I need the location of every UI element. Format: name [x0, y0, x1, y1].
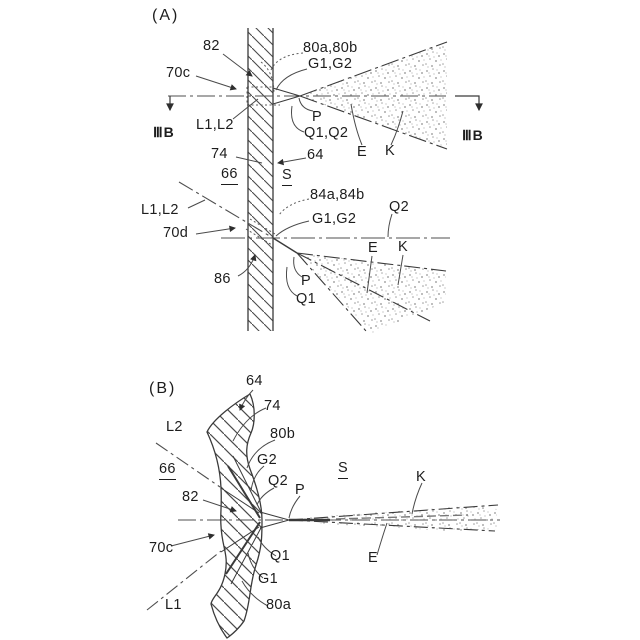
light-cone-top — [273, 42, 447, 149]
ray-l1 — [147, 551, 221, 610]
label-p-b: P — [295, 482, 305, 498]
label-66-b: 66 — [159, 462, 176, 480]
panel-label-b: (B) — [149, 380, 177, 397]
label-80a: 80a — [266, 597, 292, 613]
label-74-b: 74 — [264, 398, 281, 414]
label-80a-80b: 80a,80b — [303, 40, 358, 56]
label-82-b: 82 — [182, 489, 199, 505]
label-section-iiib-right: ⅢB — [462, 127, 484, 143]
leader-g1g2-bottom — [276, 221, 309, 236]
leader-q2 — [388, 214, 392, 237]
leader-g1g2-top — [276, 69, 307, 90]
label-q1-q2: Q1,Q2 — [304, 125, 349, 141]
label-g1-g2-bottom: G1,G2 — [312, 211, 357, 227]
lens-outline — [207, 394, 262, 638]
label-q1: Q1 — [296, 291, 316, 307]
substrate-bar — [248, 28, 273, 331]
leader-64 — [278, 158, 306, 163]
label-l1l2-bottom: L1,L2 — [141, 202, 179, 218]
label-86: 86 — [214, 271, 231, 287]
label-84a-84b: 84a,84b — [310, 187, 365, 203]
leaders-b — [171, 390, 422, 606]
label-g2: G2 — [257, 452, 277, 468]
section-arrow-right — [455, 96, 479, 110]
label-64: 64 — [307, 147, 324, 163]
label-e-b: E — [368, 550, 378, 566]
label-e-top: E — [357, 144, 367, 160]
label-70c-b: 70c — [149, 540, 174, 556]
leader-70d — [196, 228, 235, 234]
leader-e-b — [377, 523, 387, 555]
label-k-bottom: K — [398, 239, 408, 255]
figure-a-drawing — [168, 28, 479, 333]
label-p-top: P — [312, 109, 322, 125]
figure-b-drawing — [147, 390, 500, 638]
label-l1: L1 — [165, 597, 182, 613]
label-l1l2-top: L1,L2 — [196, 117, 234, 133]
label-section-iiib-left: ⅢB — [153, 124, 175, 140]
label-s-b: S — [338, 461, 348, 479]
label-70d: 70d — [163, 225, 189, 241]
leader-q1q2 — [292, 106, 305, 132]
label-q1-b: Q1 — [270, 548, 290, 564]
label-q2: Q2 — [389, 199, 409, 215]
label-s: S — [282, 168, 292, 186]
label-q2-b: Q2 — [268, 473, 288, 489]
label-g1-g2-top: G1,G2 — [308, 56, 353, 72]
leader-p-b — [289, 496, 300, 518]
panel-label-a: (A) — [152, 7, 180, 24]
light-cone-bottom — [273, 238, 446, 333]
label-80b: 80b — [270, 426, 296, 442]
label-64-b: 64 — [246, 373, 263, 389]
label-82: 82 — [203, 38, 220, 54]
emitted-beam — [289, 505, 498, 531]
leader-70c-b — [171, 535, 214, 546]
label-p-bottom: P — [301, 273, 311, 289]
label-74: 74 — [211, 146, 228, 162]
label-g1-b: G1 — [258, 571, 278, 587]
label-l2: L2 — [166, 419, 183, 435]
label-k-b: K — [416, 469, 426, 485]
label-e-bottom: E — [368, 240, 378, 256]
label-k-top: K — [385, 143, 395, 159]
label-66: 66 — [221, 167, 238, 185]
label-70c: 70c — [166, 65, 191, 81]
leader-l1l2-bottom — [188, 200, 205, 208]
leader-70c — [196, 76, 236, 89]
leader-k-b — [412, 483, 422, 514]
